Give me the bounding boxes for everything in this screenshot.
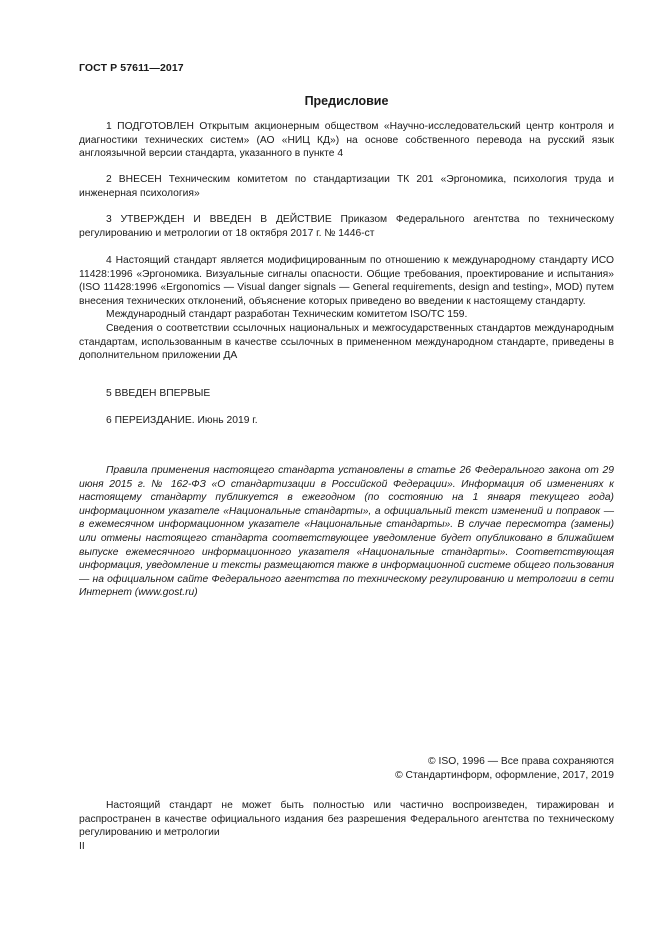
section-1-paragraph: 1 ПОДГОТОВЛЕН Открытым акционерным обществом «Научно-исследовательский центр контроля и диагностики технических систем» (АО «НИЦ КД») на основе собственного перевода на русский язык англоязычной версии стандарта, указанного в пункте 4 [79, 121, 614, 160]
reproduction-notice [79, 799, 614, 840]
section-4-paragraph: Сведения о соответствии ссылочных национальных и межгосударственных стандартов международным стандартам, использованным в качестве ссылочных в примененном международном стандарте, приведены в дополнительном приложении ДА [79, 322, 614, 362]
copyright-block [395, 755, 614, 783]
copyright-iso: © ISO, 1996 — Все права сохраняются [428, 756, 614, 767]
section-5-paragraph: 5 ВВЕДЕН ВПЕРВЫЕ [106, 388, 211, 399]
section-2-paragraph: 2 ВНЕСЕН Техническим комитетом по стандартизации ТК 201 «Эргономика, психология труда и инженерная психология» [79, 174, 614, 199]
page-title: Предисловие [304, 94, 389, 108]
section-3-paragraph: 3 УТВЕРЖДЕН И ВВЕДЕН В ДЕЙСТВИЕ Приказом Федерального агентства по техническому регулированию и метрологии от 18 октября 2017 г. № 1446-ст [79, 214, 614, 239]
section-2 [79, 173, 614, 200]
section-4 [79, 254, 614, 363]
usage-notice [79, 464, 614, 600]
section-3 [79, 213, 614, 240]
page-number: II [79, 841, 85, 852]
copyright-publisher: © Стандартинформ, оформление, 2017, 2019 [395, 770, 614, 781]
reproduction-notice-text: Настоящий стандарт не может быть полностью или частично воспроизведен, тиражирован и распространен в качестве официального издания без разрешения Федерального агентства по техническому регулированию и метрологии [79, 800, 614, 839]
usage-notice-text: Правила применения настоящего стандарта установлены в статье 26 Федерального закона от 29 июня 2015 г. № 162-ФЗ «О стандартизации в Российской Федерации». Информация об изменениях к настоящему стандарту публикуется в ежегодном (по состоянию на 1 января текущего года) информационном указателе «Национальные стандарты», а официальный текст изменений и поправок — в ежемесячном информационном указателе «Национальные стандарты». В случае пересмотра (замены) или отмены настоящего стандарта соответствующее уведомление будет опубликовано в ближайшем выпуске ежемесячного информационного указателя «Национальные стандарты». Соответствующая информация, уведомление и тексты размещаются также в информационной системе общего пользования — на официальном сайте Федерального агентства по техническому регулированию и метрологии в сети Интернет (www.gost.ru) [79, 465, 614, 599]
standard-code: ГОСТ Р 57611—2017 [79, 62, 184, 74]
section-1 [79, 120, 614, 161]
section-6 [79, 414, 614, 428]
section-6-paragraph: 6 ПЕРЕИЗДАНИЕ. Июнь 2019 г. [106, 415, 258, 426]
section-5 [79, 387, 614, 401]
section-4-paragraph: 4 Настоящий стандарт является модифицированным по отношению к международному стандарту ИСО 11428:1996 «Эргономика. Визуальные сигналы опасности. Общие требования, проектирование и испытания» (ISO 11428:1996 «Ergonomics — Visual danger signals — General requirements, design and testing», MOD) путем внесения технических отклонений, объяснение которых приведено во введении к настоящему стандарту. [79, 255, 614, 307]
section-4-paragraph: Международный стандарт разработан Техническим комитетом ISO/TC 159. [106, 309, 468, 321]
